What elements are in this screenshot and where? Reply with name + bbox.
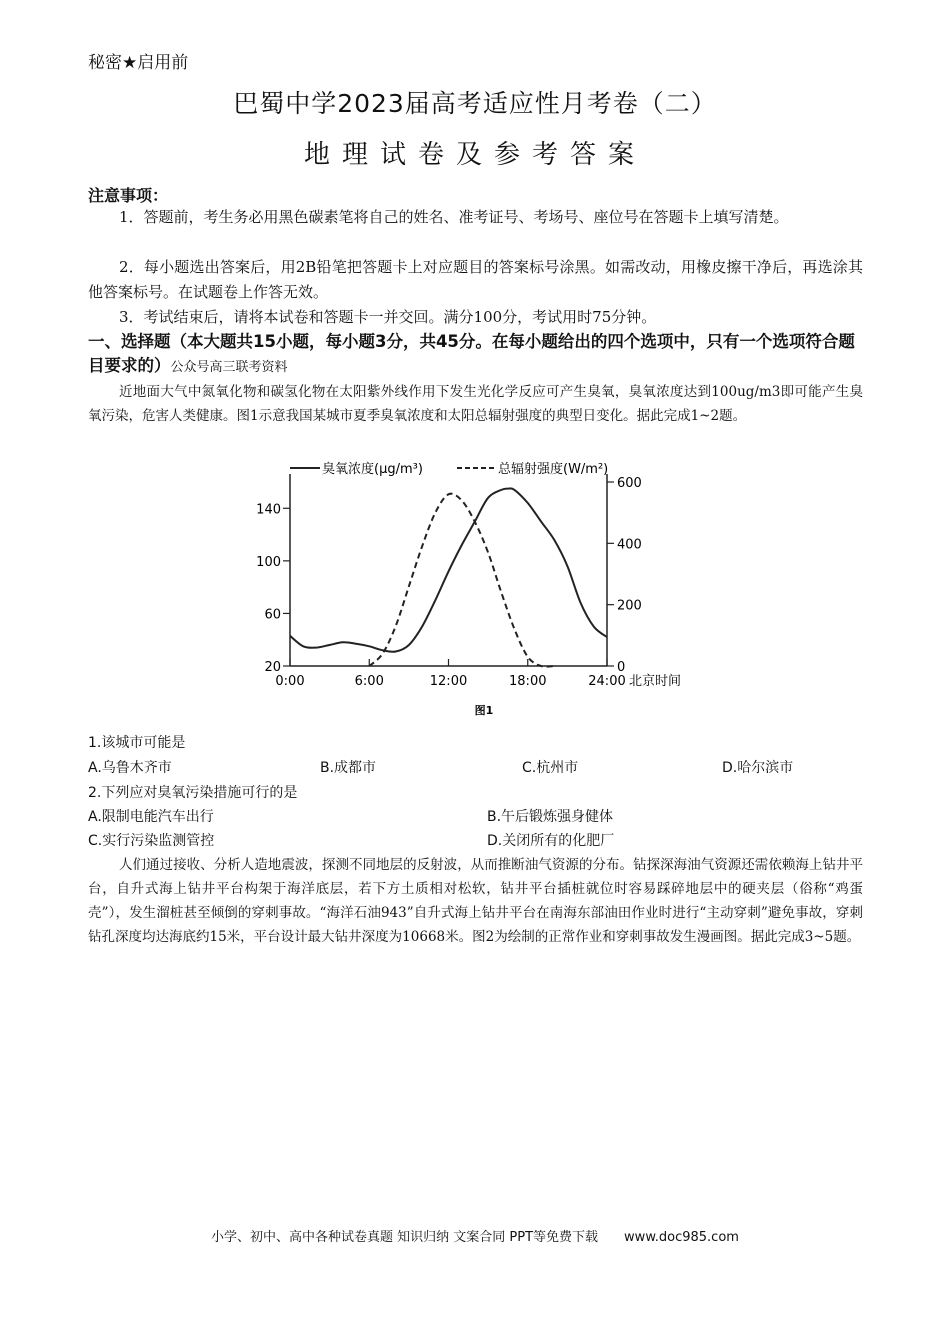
chart-series	[290, 488, 607, 666]
exam-title: 巴蜀中学2023届高考适应性月考卷（二）	[233, 89, 717, 118]
notice-heading: 注意事项：	[88, 186, 169, 205]
ozone-line	[290, 488, 607, 651]
chart-axes	[256, 474, 681, 689]
q2-option-d[interactable]: D.关闭所有的化肥厂	[487, 833, 615, 849]
x-tick-label: 0:00	[275, 674, 305, 689]
y-right-tick-label: 400	[617, 537, 642, 553]
section-heading-text: 一、选择题（本大题共15小题，每小题3分，共45分。在每小题给出的四个选项中，只有一个选项符合题目要求的）	[88, 332, 855, 375]
chart-legend	[290, 461, 608, 477]
y-left-tick-label: 20	[264, 660, 281, 675]
y-right-tick-label: 200	[617, 598, 642, 614]
y-left-tick-label: 60	[264, 607, 281, 623]
figure-1-chart	[256, 452, 702, 722]
figure-caption: 图1	[474, 704, 494, 717]
y-right-tick-label: 600	[617, 476, 642, 491]
q1-option-c[interactable]: C.杭州市	[522, 760, 579, 776]
x-tick-label: 18:00	[509, 674, 547, 689]
intro-ozone: 近地面大气中氮氧化物和碳氢化物在太阳紫外线作用下发生光化学反应可产生臭氧，臭氧浓度达到100ug/m3即可能产生臭氧污染，危害人类健康。图1示意我国某城市夏季臭氧浓度和太阳总辐射强度的典型日变化。据此完成1~2题。	[88, 384, 863, 424]
notice-item-1: 1．答题前，考生务必用黑色碳素笔将自己的姓名、准考证号、考场号、座位号在答题卡上填写清楚。	[119, 208, 789, 226]
q2-option-a[interactable]: A.限制电能汽车出行	[88, 809, 214, 825]
x-axis-label: 北京时间	[629, 674, 682, 689]
x-tick-label: 24:00	[588, 674, 626, 689]
legend-radiation: 总辐射强度(W/m²)	[498, 462, 609, 477]
question-2-stem: 2.下列应对臭氧污染措施可行的是	[88, 785, 298, 801]
y-left-tick-label: 100	[256, 554, 281, 570]
exam-subtitle: 地理试卷及参考答案	[303, 140, 646, 170]
x-tick-label: 6:00	[354, 674, 384, 689]
secret-mark: 秘密★启用前	[88, 53, 189, 73]
question-1-stem: 1.该城市可能是	[88, 735, 186, 751]
page-footer: 小学、初中、高中各种试卷真题 知识归纳 文案合同 PPT等免费下载 www.doc985.com	[211, 1230, 739, 1245]
q2-option-c[interactable]: C.实行污染监测管控	[88, 833, 215, 849]
intro-drilling: 人们通过接收、分析人造地震波，探测不同地层的反射波，从而推断油气资源的分布。钻探深海油气资源还需依赖海上钻井平台，自升式海上钻井平台构架于海洋底层，若下方土质相对松软，钻井平台插桩就位时容易踩碎地层中的硬夹层（俗称“鸡蛋壳”），发生溜桩甚至倾倒的穿刺事故。“海洋石油943”自升式海上钻井平台在南海东部油田作业时进行“主动穿刺”避免事故，穿刺钻孔深度均达海底约15米，平台设计最大钻井深度为10668米。图2为绘制的正常作业和穿刺事故发生漫画图。据此完成3~5题。	[88, 857, 863, 945]
legend-ozone: 臭氧浓度(μg/m³)	[322, 462, 423, 477]
y-right-tick-label: 0	[617, 660, 626, 675]
section-heading	[88, 330, 863, 380]
x-tick-label: 12:00	[429, 674, 468, 689]
y-left-tick-label: 140	[256, 502, 281, 518]
q2-option-b[interactable]: B.午后锻炼强身健体	[487, 809, 614, 825]
notice-item-2: 2．每小题选出答案后，用2B铅笔把答题卡上对应题目的答案标号涂黑。如需改动，用橡皮擦干净后，再选涂其他答案标号。在试题卷上作答无效。	[88, 258, 863, 301]
q1-option-d[interactable]: D.哈尔滨市	[722, 760, 794, 776]
q1-option-b[interactable]: B.成都市	[320, 760, 377, 776]
q1-option-a[interactable]: A.乌鲁木齐市	[88, 760, 172, 776]
source-note: 公众号高三联考资料	[170, 360, 288, 375]
radiation-line	[369, 494, 554, 667]
notice-item-3: 3．考试结束后，请将本试卷和答题卡一并交回。满分100分，考试用时75分钟。	[119, 308, 657, 326]
